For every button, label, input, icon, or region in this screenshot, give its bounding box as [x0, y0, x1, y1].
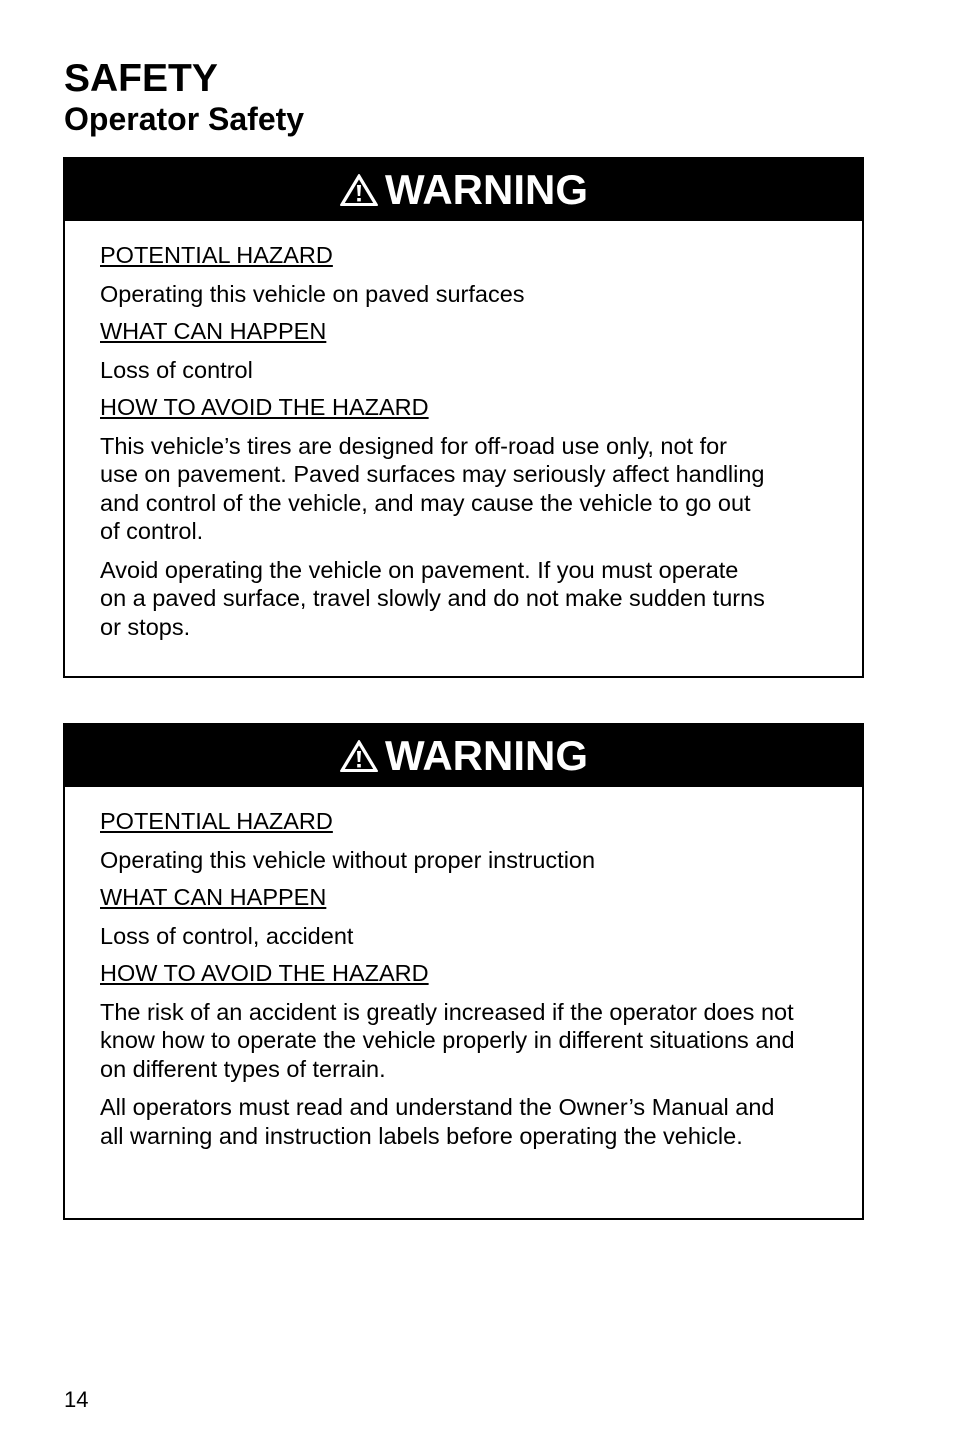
warning-title: WARNING [385, 732, 588, 779]
page-subtitle: Operator Safety [64, 101, 305, 137]
how-to-avoid-paragraph: This vehicle’s tires are designed for off-road use only, not for use on pavement. Paved surfaces may seriously affect handling and control of the vehicle, and may cause the vehicle to go out of control. [100, 432, 765, 544]
page-title: SAFETY [64, 57, 218, 100]
what-can-happen-label: WHAT CAN HAPPEN [100, 884, 327, 910]
what-can-happen-label: WHAT CAN HAPPEN [100, 318, 327, 344]
potential-hazard-label: POTENTIAL HAZARD [100, 242, 333, 268]
potential-hazard-label: POTENTIAL HAZARD [100, 808, 333, 834]
how-to-avoid-paragraph: The risk of an accident is greatly increased if the operator does not know how to operate the vehicle properly in different situations and on different types of terrain. [100, 998, 795, 1082]
what-can-happen-text: Loss of control, accident [100, 922, 354, 949]
warning-box-paved-surfaces [63, 157, 864, 678]
potential-hazard-text: Operating this vehicle without proper instruction [100, 846, 596, 873]
how-to-avoid-label: HOW TO AVOID THE HAZARD [100, 394, 429, 420]
potential-hazard-text: Operating this vehicle on paved surfaces [100, 280, 525, 307]
page-number: 14 [64, 1387, 89, 1412]
warning-header [65, 159, 862, 221]
warning-body [65, 221, 862, 641]
warning-body [65, 787, 862, 1150]
how-to-avoid-label: HOW TO AVOID THE HAZARD [100, 960, 429, 986]
warning-box-proper-instruction [63, 723, 864, 1220]
warning-header [65, 725, 862, 787]
warning-title: WARNING [385, 166, 588, 213]
what-can-happen-text: Loss of control [100, 356, 253, 383]
how-to-avoid-paragraph: All operators must read and understand the Owner’s Manual and all warning and instruction labels before operating the vehicle. [100, 1094, 775, 1149]
warning-triangle-icon [339, 739, 379, 773]
warning-triangle-icon [339, 173, 379, 207]
how-to-avoid-paragraph: Avoid operating the vehicle on pavement. If you must operate on a paved surface, travel slowly and do not make sudden turns or stops. [100, 556, 765, 640]
